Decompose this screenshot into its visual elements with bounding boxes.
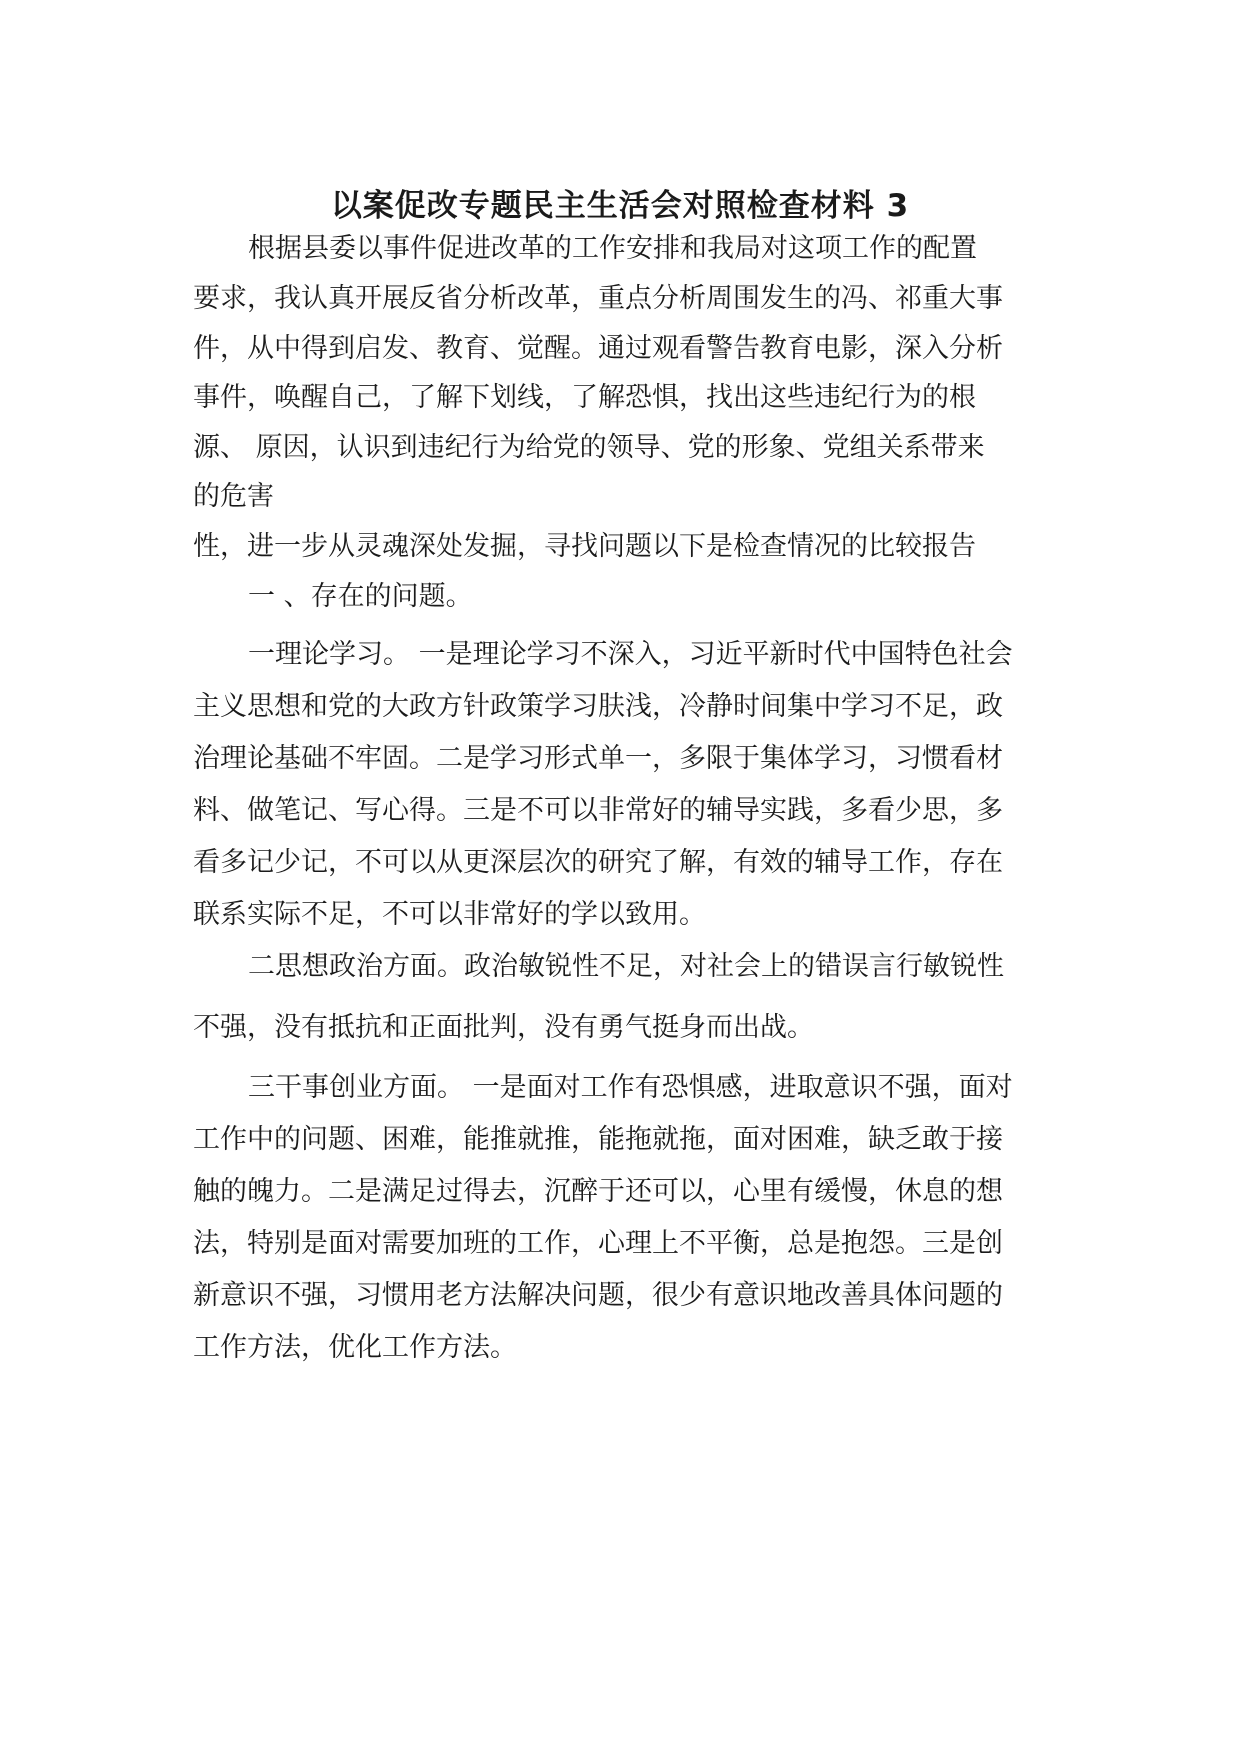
text-line: 三干事创业方面。 一是面对工作有恐惧感，进取意识不强，面对 <box>248 1072 1013 1103</box>
text-line: 源、 原因，认识到违纪行为给党的领导、党的形象、党组关系带来 <box>193 432 985 463</box>
text-line: 要求，我认真开展反省分析改革，重点分析周围发生的冯、祁重大事 <box>193 283 1003 314</box>
text-line: 触的魄力。二是满足过得去，沉醉于还可以，心里有缓慢，休息的想 <box>193 1176 1003 1207</box>
text-line: 联系实际不足，不可以非常好的学以致用。 <box>193 899 706 930</box>
text-line: 一理论学习。 一是理论学习不深入，习近平新时代中国特色社会 <box>248 639 1013 670</box>
text-line: 法，特别是面对需要加班的工作，心理上不平衡，总是抱怨。三是创 <box>193 1228 1003 1259</box>
text-line: 料、做笔记、写心得。三是不可以非常好的辅导实践，多看少思，多 <box>193 795 1003 826</box>
text-line: 二思想政治方面。政治敏锐性不足，对社会上的错误言行敏锐性 <box>248 951 1004 982</box>
document-title: 以案促改专题民主生活会对照检查材料 3 <box>330 188 910 224</box>
text-line: 主义思想和党的大政方针政策学习肤浅，冷静时间集中学习不足，政 <box>193 691 1003 722</box>
text-line: 的危害 <box>193 481 274 512</box>
text-line: 工作中的问题、困难，能推就推，能拖就拖，面对困难，缺乏敢于接 <box>193 1124 1003 1155</box>
text-line: 新意识不强，习惯用老方法解决问题，很少有意识地改善具体问题的 <box>193 1280 1003 1311</box>
text-line: 治理论基础不牢固。二是学习形式单一，多限于集体学习，习惯看材 <box>193 743 1003 774</box>
section-heading: 一 、存在的问题。 <box>248 581 473 612</box>
text-line: 工作方法，优化工作方法。 <box>193 1332 517 1363</box>
text-line: 根据县委以事件促进改革的工作安排和我局对这项工作的配置 <box>248 233 977 264</box>
text-line: 事件，唤醒自己，了解下划线，了解恐惧，找出这些违纪行为的根 <box>193 382 976 413</box>
text-line: 件，从中得到启发、教育、觉醒。通过观看警告教育电影，深入分析 <box>193 333 1003 364</box>
text-line: 性，进一步从灵魂深处发掘，寻找问题以下是检查情况的比较报告 <box>193 531 976 562</box>
text-line: 不强，没有抵抗和正面批判，没有勇气挺身而出战。 <box>193 1012 814 1043</box>
text-line: 看多记少记，不可以从更深层次的研究了解，有效的辅导工作，存在 <box>193 847 1003 878</box>
